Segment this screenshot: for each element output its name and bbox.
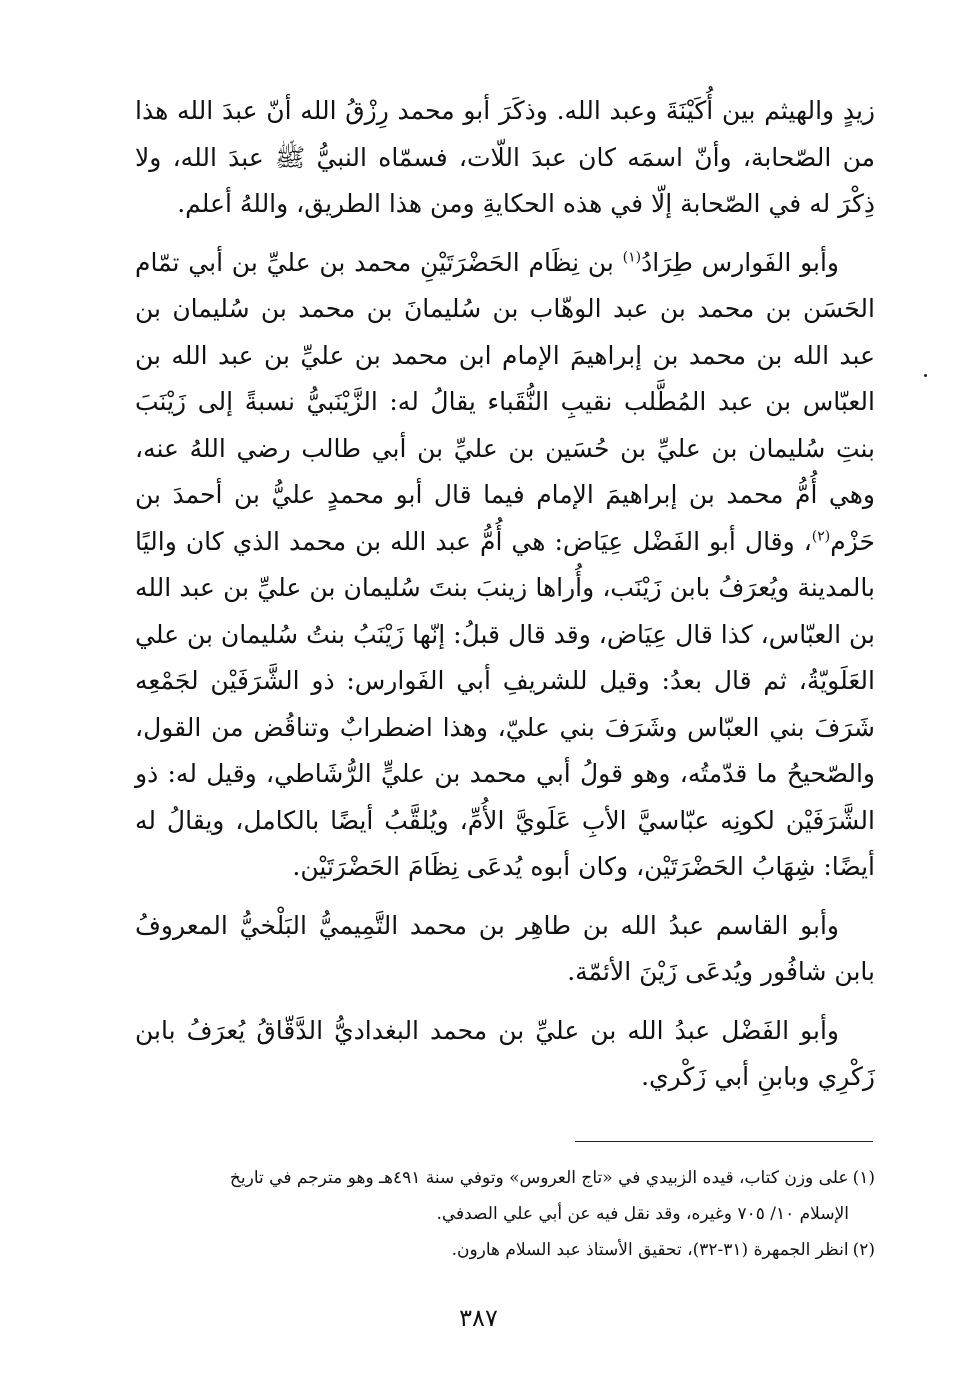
paragraph-4: [135, 1008, 875, 1101]
paragraph-2-text-end: ، وقال أبو الفَضْل عِيَاض: هي أُمُّ عبد الله بن محمد الذي كان واليًا بالمدينة ويُعرَفُ بابن زَيْنَب، وأُراها زينبَ بنتَ سُليمان بن عليِّ بن عبد الله بن العبّاس، كذا قال عِيَاض، وقد قال قبلُ: إنّها زَيْنَبُ بنتُ سُليمان بن علي العَلَويّةُ، ثم قال بعدُ: وقيل للشريفِ أبي الفَوارس: ذو الشَّرَفَيْن لجَمْعِه شَرَفَ بني العبّاس وشَرَفَ بني عليّ، وهذا اضطرابٌ وتناقُض من القول، والصّحيحُ ما قدّمتُه، وهو قولُ أبي محمد بن عليٍّ الرُّشَاطي، وقيل له: ذو الشَّرَفَيْن لكونِه عبّاسيَّ الأبِ عَلَويَّ الأُمِّ، ويُلقَّبُ أيضًا بالكامل، ويقالُ له أيضًا: شِهَابُ الحَضْرَتَيْن، وكان أبوه يُدعَى نِظَامَ الحَضْرَتَيْن.: [135, 526, 875, 881]
margin-dot: [924, 374, 927, 377]
paragraph-1: [135, 88, 875, 228]
footnote-2-number: (٢): [852, 1240, 875, 1260]
footnote-separator: [575, 1141, 873, 1142]
paragraph-3: [135, 903, 875, 996]
footnote-2-text: انظر الجمهرة (٣١-٣٢)، تحقيق الأستاذ عبد السلام هارون.: [451, 1240, 849, 1260]
page-number: ٣٨٧: [459, 1304, 498, 1332]
footnote-1: [135, 1160, 875, 1232]
footnotes: [135, 1160, 875, 1268]
paragraph-2: [135, 240, 875, 891]
paragraph-2-text-after: بن نِظَام الحَضْرَتَيْنِ محمد بن عليِّ بن أبي تمّام الحَسَن بن محمد بن عبد الوهّاب بن سُليمانَ بن محمد بن سُليمان بن عبد الله بن محمد بن إبراهيمَ الإمام ابن محمد بن عليِّ بن عبد الله بن العبّاس بن عبد المُطَّلب نقيبِ النُّقَباء يقالُ له: الزَّيْنَبيُّ نسبةً إلى زَيْنَبَ بنتِ سُليمان بن عليِّ بن حُسَين بن عليِّ بن أبي طالب رضي اللهُ عنه، وهي أُمُّ محمد بن إبراهيمَ الإمام فيما قال أبو محمدٍ عليُّ بن أحمدَ بن حَزْم: [135, 247, 875, 556]
footnote-1-number: (١): [852, 1168, 875, 1188]
main-text: [135, 88, 875, 1113]
footnote-1-text: على وزن كتاب، قيده الزبيدي في «تاج العروس» وتوفي سنة ٤٩١هـ وهو مترجم في تاريخ: [229, 1168, 849, 1188]
footnote-2: [135, 1232, 875, 1268]
footnote-ref-1[interactable]: (١): [622, 249, 642, 266]
paragraph-3-text: وأبو القاسم عبدُ الله بن طاهِر بن محمد التَّمِيميُّ البَلْخيُّ المعروفُ بابن شافُور ويُدعَى زَيْنَ الأئمّة.: [135, 910, 875, 986]
paragraph-4-text: وأبو الفَضْل عبدُ الله بن عليِّ بن محمد البغداديُّ الدَّقّاقُ يُعرَفُ بابن زَكْرِي وبابنِ أبي زَكْري.: [135, 1015, 875, 1091]
paragraph-1-text: زيدٍ والهيثم بين أُكَيْنَةَ وعبد الله. وذكَرَ أبو محمد رِزْقُ الله أنّ عبدَ الله هذا من الصّحابة، وأنّ اسمَه كان عبدَ اللّات، فسمّاه النبيُّ ﷺ عبدَ الله، ولا ذِكْرَ له في الصّحابة إلّا في هذه الحكايةِ ومن هذا الطريق، واللهُ أعلم.: [135, 96, 875, 218]
footnote-ref-2[interactable]: (٢): [811, 528, 831, 545]
paragraph-2-text-before: وأبو الفَوارس طِرَادُ: [641, 247, 840, 277]
footnote-1-continuation: الإسلام ١٠/ ٧٠٥ وغيره، وقد نقل فيه عن أبي علي الصدفي.: [436, 1204, 849, 1224]
